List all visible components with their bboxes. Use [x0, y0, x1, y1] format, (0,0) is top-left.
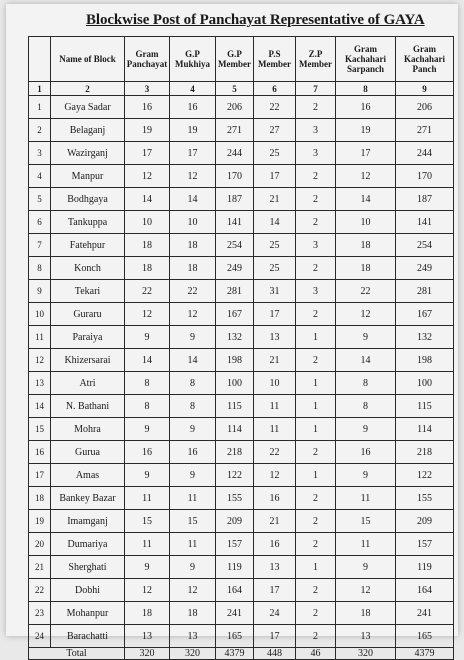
header-ps-member: P.S Member [254, 37, 296, 82]
row-zp-member: 1 [296, 372, 336, 395]
row-zp-member: 3 [296, 119, 336, 142]
table-row [29, 349, 454, 372]
row-gp-member: 209 [216, 510, 254, 533]
row-gp-member: 281 [216, 280, 254, 303]
total-ps-member: 448 [254, 648, 296, 660]
header-number: 6 [254, 82, 296, 96]
row-block-name: Atri [51, 372, 125, 395]
table-row [29, 556, 454, 579]
row-ps-member: 25 [254, 234, 296, 257]
row-zp-member: 2 [296, 349, 336, 372]
row-gram-panchayat: 18 [125, 602, 170, 625]
row-block-name: Belaganj [51, 119, 125, 142]
header-panch: Gram Kachahari Panch [396, 37, 454, 82]
row-sarpanch: 11 [336, 487, 396, 510]
header-number: 3 [125, 82, 170, 96]
row-gp-member: 271 [216, 119, 254, 142]
row-block-name: N. Bathani [51, 395, 125, 418]
row-zp-member: 2 [296, 510, 336, 533]
row-sno: 23 [29, 602, 51, 625]
row-mukhiya: 22 [170, 280, 216, 303]
panchayat-table [28, 36, 454, 660]
row-gram-panchayat: 11 [125, 487, 170, 510]
table-row [29, 280, 454, 303]
header-number-row [29, 82, 454, 96]
row-mukhiya: 18 [170, 257, 216, 280]
page-title: Blockwise Post of Panchayat Representative of GAYA [86, 12, 425, 28]
row-ps-member: 24 [254, 602, 296, 625]
row-zp-member: 2 [296, 211, 336, 234]
row-block-name: Mohra [51, 418, 125, 441]
row-gp-member: 218 [216, 441, 254, 464]
table-body [29, 96, 454, 648]
table-row [29, 441, 454, 464]
row-panch: 206 [396, 96, 454, 119]
row-gram-panchayat: 18 [125, 257, 170, 280]
row-gram-panchayat: 8 [125, 372, 170, 395]
row-gp-member: 249 [216, 257, 254, 280]
row-sarpanch: 8 [336, 372, 396, 395]
table-row [29, 234, 454, 257]
header-number: 5 [216, 82, 254, 96]
total-gram-panchayat: 320 [125, 648, 170, 660]
row-block-name: Wazirganj [51, 142, 125, 165]
row-gp-member: 157 [216, 533, 254, 556]
total-mukhiya: 320 [170, 648, 216, 660]
row-gram-panchayat: 9 [125, 326, 170, 349]
row-mukhiya: 12 [170, 579, 216, 602]
row-block-name: Imamganj [51, 510, 125, 533]
row-zp-member: 1 [296, 395, 336, 418]
row-sno: 17 [29, 464, 51, 487]
row-sno: 7 [29, 234, 51, 257]
row-gp-member: 122 [216, 464, 254, 487]
header-row [29, 37, 454, 82]
header-mukhiya: G.P Mukhiya [170, 37, 216, 82]
row-zp-member: 2 [296, 96, 336, 119]
row-panch: 157 [396, 533, 454, 556]
row-sarpanch: 18 [336, 602, 396, 625]
row-panch: 114 [396, 418, 454, 441]
row-mukhiya: 8 [170, 372, 216, 395]
table-row [29, 395, 454, 418]
row-panch: 155 [396, 487, 454, 510]
row-zp-member: 2 [296, 441, 336, 464]
row-gp-member: 167 [216, 303, 254, 326]
row-zp-member: 2 [296, 533, 336, 556]
table-row [29, 510, 454, 533]
row-gram-panchayat: 15 [125, 510, 170, 533]
row-sarpanch: 16 [336, 441, 396, 464]
row-sarpanch: 16 [336, 96, 396, 119]
row-gp-member: 165 [216, 625, 254, 648]
row-ps-member: 17 [254, 165, 296, 188]
total-label: Total [29, 648, 125, 660]
row-sarpanch: 12 [336, 165, 396, 188]
row-ps-member: 22 [254, 96, 296, 119]
total-row [29, 648, 454, 660]
row-mukhiya: 13 [170, 625, 216, 648]
row-zp-member: 2 [296, 579, 336, 602]
row-gram-panchayat: 9 [125, 418, 170, 441]
header-block: Name of Block [51, 37, 125, 82]
row-sarpanch: 17 [336, 142, 396, 165]
row-block-name: Fatehpur [51, 234, 125, 257]
row-mukhiya: 12 [170, 303, 216, 326]
row-panch: 170 [396, 165, 454, 188]
row-block-name: Gurua [51, 441, 125, 464]
row-block-name: Konch [51, 257, 125, 280]
row-block-name: Barachatti [51, 625, 125, 648]
row-block-name: Tankuppa [51, 211, 125, 234]
row-block-name: Amas [51, 464, 125, 487]
row-panch: 115 [396, 395, 454, 418]
row-mukhiya: 9 [170, 464, 216, 487]
row-sarpanch: 22 [336, 280, 396, 303]
row-panch: 122 [396, 464, 454, 487]
row-sno: 14 [29, 395, 51, 418]
row-ps-member: 13 [254, 556, 296, 579]
row-block-name: Khizersarai [51, 349, 125, 372]
row-gp-member: 114 [216, 418, 254, 441]
table-row [29, 142, 454, 165]
row-gp-member: 198 [216, 349, 254, 372]
row-mukhiya: 14 [170, 188, 216, 211]
row-zp-member: 2 [296, 257, 336, 280]
row-ps-member: 12 [254, 464, 296, 487]
row-sarpanch: 13 [336, 625, 396, 648]
table-row [29, 165, 454, 188]
row-sno: 21 [29, 556, 51, 579]
row-panch: 164 [396, 579, 454, 602]
row-mukhiya: 18 [170, 602, 216, 625]
row-mukhiya: 16 [170, 96, 216, 119]
row-sarpanch: 9 [336, 418, 396, 441]
row-zp-member: 3 [296, 142, 336, 165]
row-sno: 16 [29, 441, 51, 464]
row-panch: 249 [396, 257, 454, 280]
row-gram-panchayat: 12 [125, 303, 170, 326]
row-sno: 5 [29, 188, 51, 211]
row-gp-member: 187 [216, 188, 254, 211]
row-sarpanch: 8 [336, 395, 396, 418]
row-ps-member: 17 [254, 625, 296, 648]
row-sno: 4 [29, 165, 51, 188]
row-panch: 167 [396, 303, 454, 326]
row-gp-member: 164 [216, 579, 254, 602]
row-mukhiya: 19 [170, 119, 216, 142]
row-panch: 209 [396, 510, 454, 533]
row-ps-member: 11 [254, 418, 296, 441]
row-panch: 141 [396, 211, 454, 234]
table-row [29, 579, 454, 602]
row-gp-member: 244 [216, 142, 254, 165]
row-gram-panchayat: 18 [125, 234, 170, 257]
row-zp-member: 1 [296, 418, 336, 441]
row-block-name: Sherghati [51, 556, 125, 579]
row-sarpanch: 15 [336, 510, 396, 533]
row-sarpanch: 19 [336, 119, 396, 142]
row-gram-panchayat: 19 [125, 119, 170, 142]
row-sno: 19 [29, 510, 51, 533]
row-sno: 2 [29, 119, 51, 142]
table-row [29, 602, 454, 625]
table-row [29, 326, 454, 349]
row-sno: 1 [29, 96, 51, 119]
row-panch: 271 [396, 119, 454, 142]
row-gram-panchayat: 13 [125, 625, 170, 648]
row-ps-member: 21 [254, 349, 296, 372]
row-ps-member: 25 [254, 142, 296, 165]
row-mukhiya: 11 [170, 487, 216, 510]
document-page [6, 4, 458, 659]
row-sarpanch: 18 [336, 234, 396, 257]
row-panch: 244 [396, 142, 454, 165]
row-mukhiya: 15 [170, 510, 216, 533]
row-gp-member: 100 [216, 372, 254, 395]
row-ps-member: 14 [254, 211, 296, 234]
row-sno: 18 [29, 487, 51, 510]
row-sarpanch: 9 [336, 326, 396, 349]
row-gram-panchayat: 9 [125, 556, 170, 579]
row-block-name: Manpur [51, 165, 125, 188]
table-row [29, 464, 454, 487]
row-panch: 100 [396, 372, 454, 395]
row-zp-member: 2 [296, 303, 336, 326]
row-sno: 6 [29, 211, 51, 234]
row-block-name: Guraru [51, 303, 125, 326]
row-panch: 281 [396, 280, 454, 303]
row-sarpanch: 9 [336, 556, 396, 579]
row-mukhiya: 11 [170, 533, 216, 556]
row-mukhiya: 17 [170, 142, 216, 165]
row-ps-member: 31 [254, 280, 296, 303]
row-sno: 13 [29, 372, 51, 395]
row-mukhiya: 9 [170, 556, 216, 579]
table-row [29, 119, 454, 142]
row-panch: 198 [396, 349, 454, 372]
row-sarpanch: 14 [336, 349, 396, 372]
row-zp-member: 3 [296, 234, 336, 257]
row-ps-member: 11 [254, 395, 296, 418]
table-row [29, 625, 454, 648]
row-sno: 15 [29, 418, 51, 441]
header-number: 1 [29, 82, 51, 96]
row-sno: 9 [29, 280, 51, 303]
row-gram-panchayat: 12 [125, 579, 170, 602]
table-row [29, 211, 454, 234]
row-sno: 22 [29, 579, 51, 602]
table-row [29, 533, 454, 556]
row-sarpanch: 11 [336, 533, 396, 556]
row-sno: 20 [29, 533, 51, 556]
row-gp-member: 115 [216, 395, 254, 418]
row-sarpanch: 14 [336, 188, 396, 211]
row-ps-member: 21 [254, 188, 296, 211]
row-ps-member: 17 [254, 579, 296, 602]
row-block-name: Dumariya [51, 533, 125, 556]
header-number: 7 [296, 82, 336, 96]
row-mukhiya: 18 [170, 234, 216, 257]
row-mukhiya: 9 [170, 326, 216, 349]
row-sno: 12 [29, 349, 51, 372]
row-ps-member: 25 [254, 257, 296, 280]
header-sno [29, 37, 51, 82]
row-panch: 218 [396, 441, 454, 464]
row-block-name: Dobhi [51, 579, 125, 602]
row-panch: 254 [396, 234, 454, 257]
row-panch: 165 [396, 625, 454, 648]
row-ps-member: 10 [254, 372, 296, 395]
row-ps-member: 13 [254, 326, 296, 349]
table-row [29, 96, 454, 119]
header-sarpanch: Gram Kachahari Sarpanch [336, 37, 396, 82]
header-number: 8 [336, 82, 396, 96]
row-gp-member: 241 [216, 602, 254, 625]
total-sarpanch: 320 [336, 648, 396, 660]
row-gram-panchayat: 10 [125, 211, 170, 234]
row-sarpanch: 12 [336, 579, 396, 602]
row-ps-member: 16 [254, 533, 296, 556]
row-zp-member: 2 [296, 165, 336, 188]
header-gram-panchayat: Gram Panchayat [125, 37, 170, 82]
row-block-name: Bankey Bazar [51, 487, 125, 510]
row-gp-member: 132 [216, 326, 254, 349]
header-number: 4 [170, 82, 216, 96]
row-sarpanch: 12 [336, 303, 396, 326]
row-mukhiya: 16 [170, 441, 216, 464]
total-gp-member: 4379 [216, 648, 254, 660]
row-mukhiya: 12 [170, 165, 216, 188]
row-gp-member: 155 [216, 487, 254, 510]
row-gram-panchayat: 12 [125, 165, 170, 188]
row-ps-member: 21 [254, 510, 296, 533]
row-zp-member: 1 [296, 556, 336, 579]
row-panch: 187 [396, 188, 454, 211]
row-panch: 119 [396, 556, 454, 579]
row-mukhiya: 10 [170, 211, 216, 234]
row-sarpanch: 10 [336, 211, 396, 234]
row-block-name: Bodhgaya [51, 188, 125, 211]
row-gram-panchayat: 8 [125, 395, 170, 418]
row-block-name: Gaya Sadar [51, 96, 125, 119]
row-ps-member: 22 [254, 441, 296, 464]
row-sno: 8 [29, 257, 51, 280]
header-number: 9 [396, 82, 454, 96]
table-row [29, 188, 454, 211]
row-mukhiya: 14 [170, 349, 216, 372]
total-zp-member: 46 [296, 648, 336, 660]
row-ps-member: 17 [254, 303, 296, 326]
row-gram-panchayat: 9 [125, 464, 170, 487]
table-row [29, 487, 454, 510]
row-ps-member: 16 [254, 487, 296, 510]
row-gp-member: 206 [216, 96, 254, 119]
table-row [29, 372, 454, 395]
header-gp-member: G.P Member [216, 37, 254, 82]
row-gram-panchayat: 11 [125, 533, 170, 556]
row-panch: 132 [396, 326, 454, 349]
header-number: 2 [51, 82, 125, 96]
row-sno: 3 [29, 142, 51, 165]
row-zp-member: 1 [296, 326, 336, 349]
table-row [29, 418, 454, 441]
row-zp-member: 2 [296, 188, 336, 211]
row-zp-member: 3 [296, 280, 336, 303]
row-zp-member: 1 [296, 464, 336, 487]
table-row [29, 303, 454, 326]
row-sno: 11 [29, 326, 51, 349]
row-block-name: Paraiya [51, 326, 125, 349]
row-zp-member: 2 [296, 625, 336, 648]
row-gp-member: 170 [216, 165, 254, 188]
row-gram-panchayat: 22 [125, 280, 170, 303]
row-panch: 241 [396, 602, 454, 625]
row-gp-member: 254 [216, 234, 254, 257]
row-gram-panchayat: 16 [125, 96, 170, 119]
row-zp-member: 2 [296, 602, 336, 625]
row-sarpanch: 9 [336, 464, 396, 487]
row-block-name: Mohanpur [51, 602, 125, 625]
table-row [29, 257, 454, 280]
row-sno: 24 [29, 625, 51, 648]
row-gp-member: 141 [216, 211, 254, 234]
row-zp-member: 2 [296, 487, 336, 510]
total-panch: 4379 [396, 648, 454, 660]
row-gram-panchayat: 14 [125, 188, 170, 211]
row-ps-member: 27 [254, 119, 296, 142]
row-mukhiya: 9 [170, 418, 216, 441]
row-sno: 10 [29, 303, 51, 326]
row-gram-panchayat: 16 [125, 441, 170, 464]
row-block-name: Tekari [51, 280, 125, 303]
row-gram-panchayat: 17 [125, 142, 170, 165]
row-gram-panchayat: 14 [125, 349, 170, 372]
row-sarpanch: 18 [336, 257, 396, 280]
row-mukhiya: 8 [170, 395, 216, 418]
header-zp-member: Z.P Member [296, 37, 336, 82]
row-gp-member: 119 [216, 556, 254, 579]
